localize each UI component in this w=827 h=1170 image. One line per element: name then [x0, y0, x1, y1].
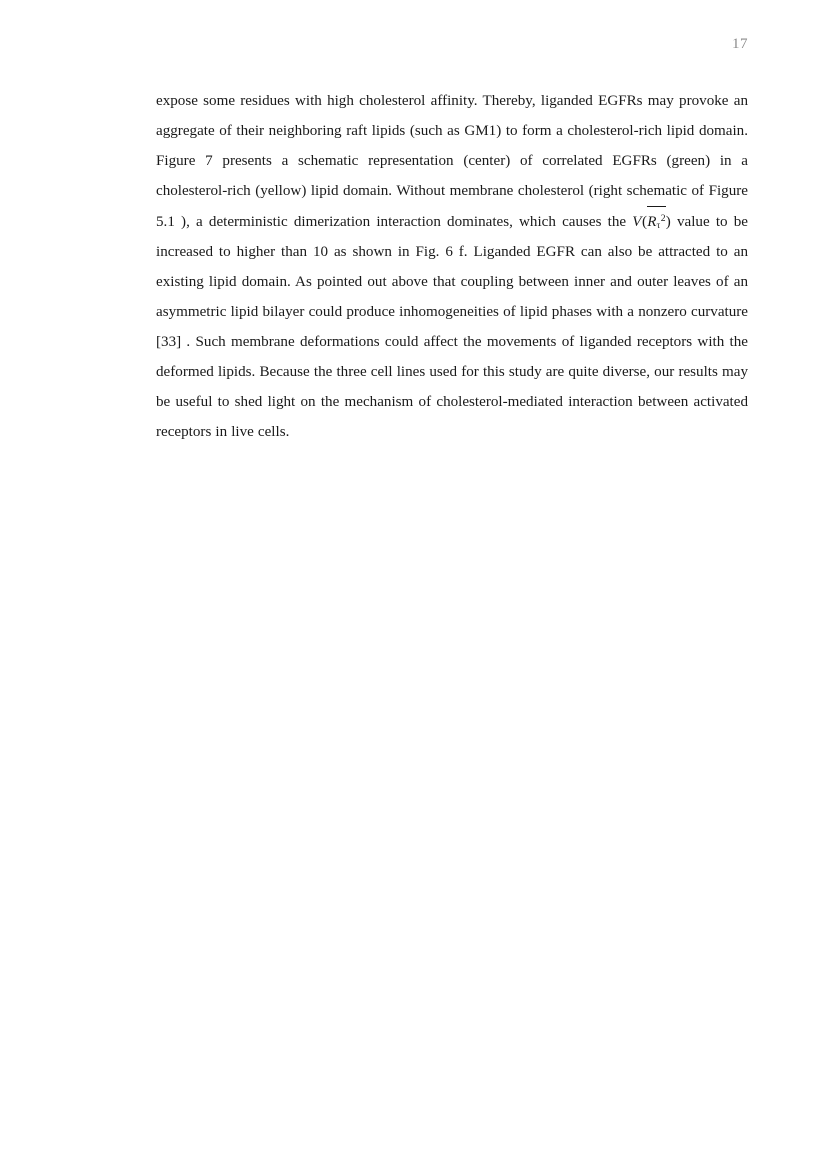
formula-function-symbol: V	[632, 214, 642, 230]
paragraph-segment-after-formula: value to be increased to higher than 10 as shown in Fig. 6 f. Liganded EGFR can also be attracted to an existing lipid domain. As pointed out above that coupling between inner and outer leaves of an asymmetric lipid bilayer could produce inhomogeneities of lipid phases with a nonzero curvature [33] . Such membrane deformations could affect the movements of liganded receptors with the deformed lipids. Because the three cell lines used for this study are quite diverse, our results may be useful to shed light on the mechanism of cholesterol-mediated interaction between activated receptors in live cells.	[156, 214, 748, 440]
formula-variable: R	[647, 214, 657, 230]
formula-close-paren: )	[665, 214, 671, 230]
page-number: 17	[732, 36, 748, 52]
text-column	[156, 86, 748, 447]
inline-formula	[632, 214, 671, 230]
formula-overline-group	[647, 206, 665, 237]
formula-open-paren: (	[642, 214, 648, 230]
body-paragraph	[156, 86, 748, 447]
paragraph-segment-before-formula: expose some residues with high cholesterol affinity. Thereby, liganded EGFRs may provoke an aggregate of their neighboring raft lipids (such as GM1) to form a cholesterol-rich lipid domain. Figure 7 presents a schematic representation (center) of correlated EGFRs (green) in a cholesterol-rich (yellow) lipid domain. Without membrane cholesterol (right schematic of Figure 5.1 ), a deterministic dimerization interaction dominates, which causes the	[156, 93, 748, 230]
formula-superscript: 2	[660, 213, 666, 225]
formula-subscript: τ	[656, 221, 661, 232]
